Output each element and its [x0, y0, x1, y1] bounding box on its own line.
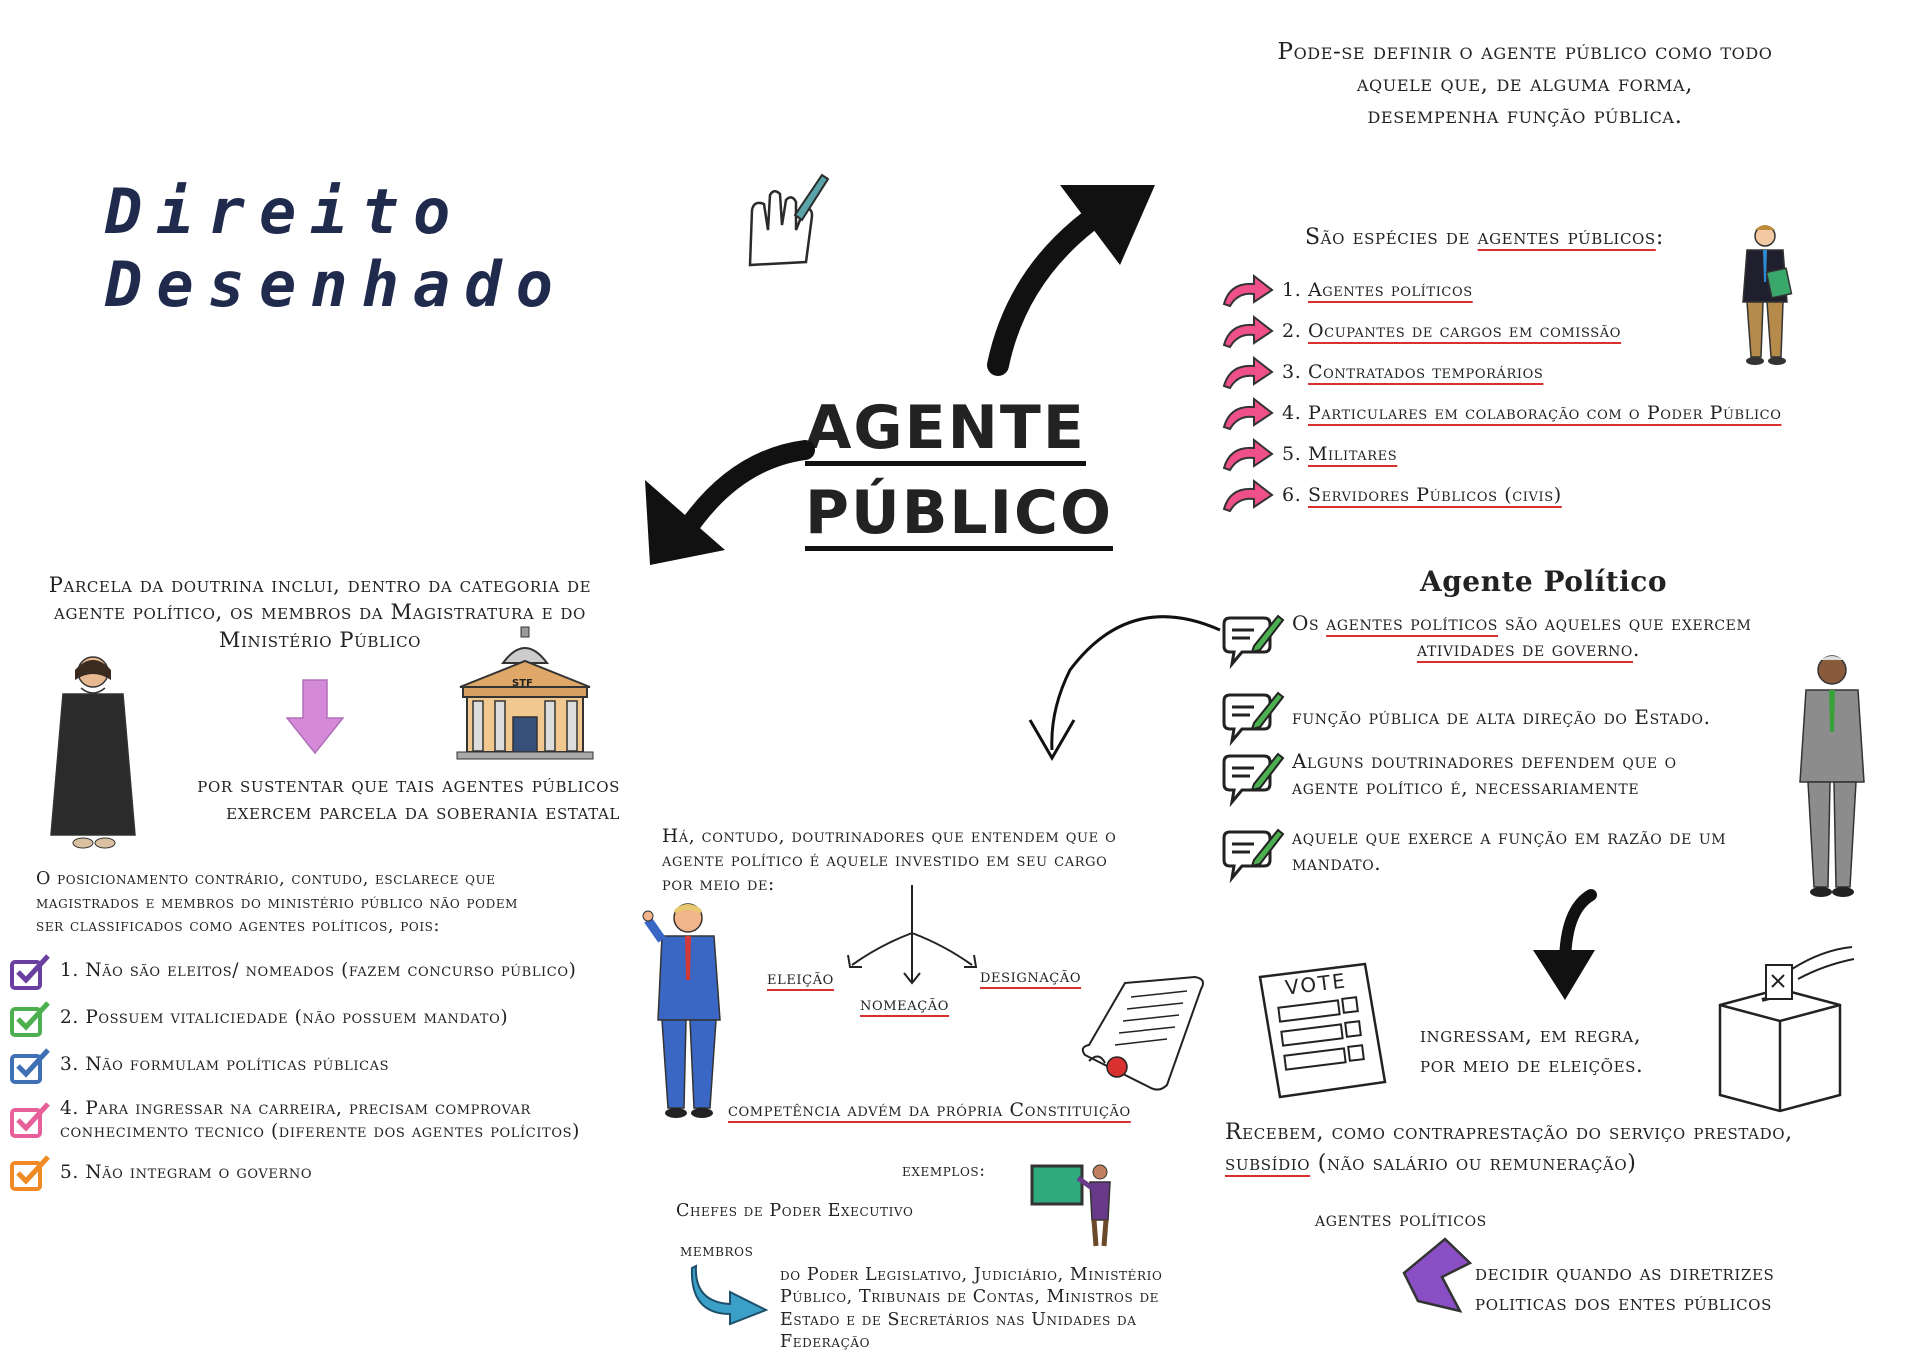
judge-illustration	[45, 650, 140, 850]
political-bullets	[1220, 610, 1800, 900]
list-item: 5. Não integram o governo	[10, 1151, 580, 1195]
political-link: agentes políticos	[1326, 611, 1498, 635]
definition	[1180, 36, 1870, 133]
list-item	[1220, 686, 1800, 748]
list-item	[1220, 748, 1800, 824]
checkbox-icon	[10, 1155, 52, 1191]
political-bullet-text: agente político é, necessariamente	[1292, 775, 1640, 799]
central-title	[805, 393, 1114, 551]
species-list	[1222, 270, 1781, 516]
checkbox-icon	[10, 1001, 52, 1037]
central-title-line2: PÚBLICO	[805, 480, 1113, 551]
reason-label: Não formulam políticas públicas	[85, 1054, 390, 1076]
competence-text: competência advém da própria Constituição	[728, 1099, 1131, 1121]
checkbox-icon	[10, 954, 52, 990]
species-item-label: Servidores Públicos (civis)	[1307, 484, 1562, 507]
list-item: 2. Ocupantes de cargos em comissão	[1222, 311, 1781, 352]
list-item	[1220, 824, 1800, 900]
species-item-label: Ocupantes de cargos em comissão	[1307, 320, 1622, 343]
list-item: 5. Militares	[1222, 434, 1781, 475]
option-right: designação	[980, 965, 1082, 987]
teacher-board-icon	[1030, 1160, 1115, 1250]
pink-arrow-icon	[1222, 315, 1274, 349]
list-item: 3. Não formulam políticas públicas	[10, 1042, 580, 1089]
list-item: 4. Para ingressar na carreira, precisam comprovar conhecimento tecnico (diferente dos agentes polícitos)	[10, 1089, 580, 1151]
central-title-line1: AGENTE	[805, 395, 1086, 466]
reason-label: Não são eleitos/ nomeados (fazem concurso público)	[85, 960, 577, 982]
species-item-label: Agentes políticos	[1307, 279, 1473, 302]
chat-pencil-icon	[1220, 748, 1284, 808]
purple-arrow-icon	[1400, 1235, 1475, 1315]
reason-label: Possuem vitaliciedade (não possuem mandato)	[85, 1007, 509, 1029]
pink-arrow-icon	[1222, 356, 1274, 390]
chat-pencil-icon	[1220, 687, 1284, 747]
list-item: 2. Possuem vitaliciedade (não possuem mandato)	[10, 995, 580, 1042]
arrow-up-right-icon	[980, 170, 1180, 370]
chat-pencil-icon	[1220, 610, 1284, 670]
contrary-text: O posicionamento contrário, contudo, esclarece que magistrados e membros do ministério público não podem ser classificados como agentes políticos, pois:	[36, 869, 519, 937]
decide-text: decidir quando as diretrizes politicas dos entes públicos	[1475, 1261, 1775, 1316]
doctrine-reason: por sustentar que tais agentes públicos exercem parcela da soberania estatal	[197, 773, 620, 825]
list-item: 1. Não são eleitos/ nomeados (fazem concurso público)	[10, 948, 580, 995]
pink-arrow-icon	[1222, 274, 1274, 308]
list-item: 6. Servidores Públicos (civis)	[1222, 475, 1781, 516]
list-item: 1. Agentes políticos	[1222, 270, 1781, 311]
list-item: 3. Contratados temporários	[1222, 352, 1781, 393]
payment-text: Recebem, como contraprestação do serviço prestado, subsídio (não salário ou remuneração)	[1225, 1120, 1793, 1176]
political-bullet-text: função pública de alta direção do Estado.	[1292, 705, 1711, 729]
logo-text: Direito Desenhado	[105, 175, 567, 321]
court-building-icon	[455, 625, 595, 760]
members-text: do Poder Legislativo, Judiciário, Ministério Público, Tribunais de Contas, Ministros de Estado e de Secretários nas Unidades da Federação	[780, 1265, 1163, 1353]
definition-line: Pode-se definir o agente público como todo	[1277, 39, 1773, 65]
logo	[105, 175, 825, 321]
checkbox-icon	[10, 1102, 52, 1138]
vote-label: VOTE	[1283, 968, 1349, 1000]
investiture-text: Há, contudo, doutrinadores que entendem que o agente político é aquele investido em seu cargo por meio de:	[662, 826, 1117, 896]
political-title: Agente Político	[1420, 565, 1668, 598]
pink-arrow-icon	[1222, 479, 1274, 513]
pink-arrow-icon	[1222, 397, 1274, 431]
writing-hand-icon	[740, 170, 830, 270]
speaker-illustration	[640, 900, 735, 1120]
species-item-label: Militares	[1307, 443, 1398, 466]
role-label: agentes políticos	[1315, 1207, 1487, 1231]
ballot-box-icon	[1712, 945, 1862, 1115]
blue-turn-arrow-icon	[690, 1262, 770, 1327]
arrow-down-left-icon	[640, 440, 820, 570]
politician-illustration	[1792, 652, 1872, 902]
checkbox-icon	[10, 1048, 52, 1084]
down-arrow-icon	[285, 678, 345, 755]
elections-text: ingressam, em regra, por meio de eleições.	[1420, 1023, 1644, 1078]
curved-arrow-icon	[1010, 610, 1225, 765]
option-left: eleição	[767, 967, 834, 989]
example-executive: Chefes de Poder Executivo	[676, 1201, 914, 1221]
reason-label: Não integram o governo	[85, 1161, 313, 1183]
payment-link: subsídio	[1225, 1150, 1311, 1176]
species-item-label: Particulares em colaboração com o Poder Público	[1307, 402, 1782, 425]
political-bullet-text: aquele que exerce a função em razão de um	[1292, 825, 1727, 849]
reasons-list	[10, 948, 580, 1195]
political-bullet-text: Alguns doutrinadores defendem que o	[1292, 749, 1677, 773]
businessman-illustration	[1735, 222, 1795, 367]
doctrine-text: Parcela da doutrina inclui, dentro da categoria de agente político, os membros da Magistratura e do Ministério Público	[48, 573, 592, 652]
members-label: membros	[680, 1241, 754, 1260]
political-link: atividades de governo	[1417, 637, 1633, 661]
pink-arrow-icon	[1222, 438, 1274, 472]
constitution-scroll-icon	[1075, 975, 1210, 1095]
list-item: Os agentes políticos são aqueles que exercem atividades de governo.	[1220, 610, 1800, 686]
political-bullet-text: mandato.	[1292, 851, 1382, 875]
definition-line: aquele que, de alguma forma,	[1356, 71, 1694, 98]
species-intro-link: agentes públicos	[1477, 225, 1656, 250]
list-item: 4. Particulares em colaboração com o Poder Público	[1222, 393, 1781, 434]
option-middle: nomeação	[860, 993, 950, 1015]
arrow-down-icon	[1525, 890, 1605, 1005]
species-item-label: Contratados temporários	[1307, 361, 1544, 384]
definition-line: desempenha função pública.	[1367, 103, 1683, 130]
branch-arrows-icon	[840, 885, 985, 990]
chat-pencil-icon	[1220, 824, 1284, 884]
reason-label: conhecimento tecnico (diferente dos agentes polícitos)	[60, 1121, 580, 1142]
examples-label: exemplos:	[902, 1161, 986, 1181]
species-intro: São espécies de agentes públicos:	[1305, 225, 1664, 250]
court-label: STF	[512, 678, 533, 689]
reason-label: Para ingressar na carreira, precisam comprovar	[85, 1097, 531, 1119]
